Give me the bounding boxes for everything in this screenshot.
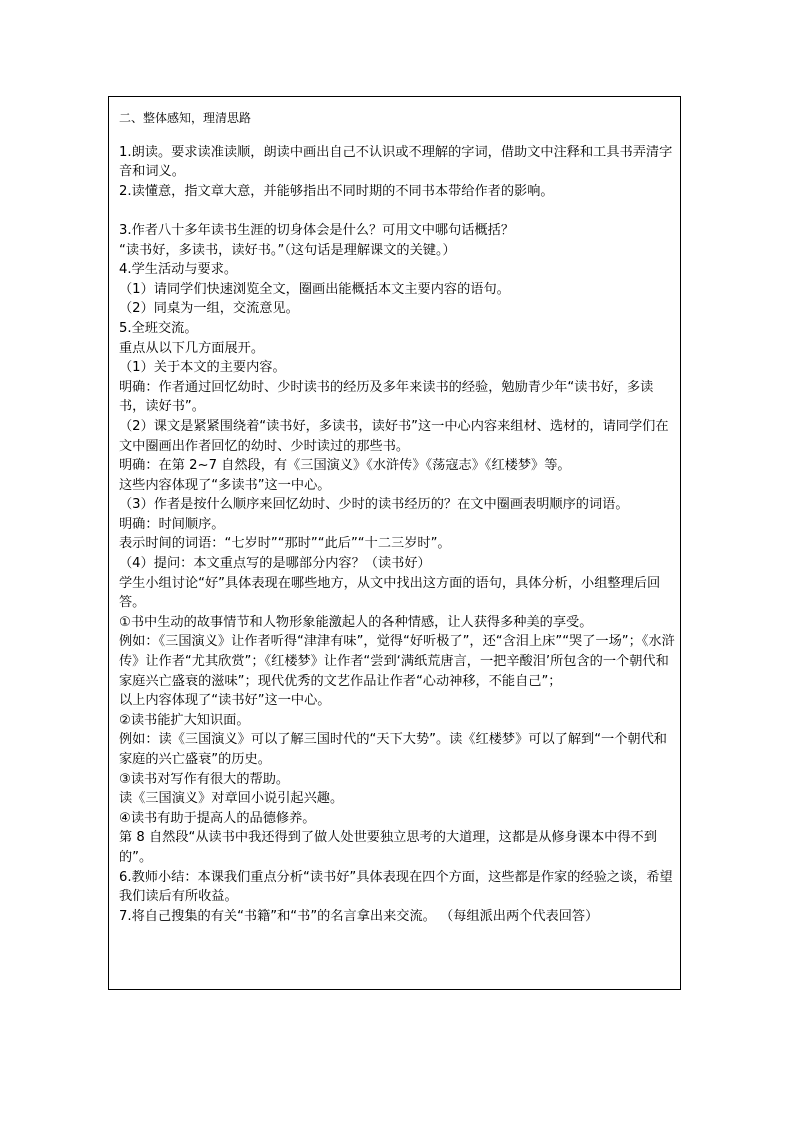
paragraph: 7.将自己搜集的有关“书籍”和“书”的名言拿出来交流。 （每组派出两个代表回答） xyxy=(119,908,599,924)
paragraph-list xyxy=(119,143,677,927)
paragraph: 1.朗读。要求读准读顺，朗读中画出自己不认识或不理解的字词，借助文中注释和工具书弄清字音和词义。 xyxy=(119,144,673,180)
paragraph: （1）关于本文的主要内容。 xyxy=(119,360,286,376)
paragraph: 4.学生活动与要求。 xyxy=(119,262,238,278)
paragraph: “读书好，多读书，读好书。”（这句话是理解课文的关键。） xyxy=(119,242,456,258)
paragraph: 明确：时间顺序。 xyxy=(119,516,225,532)
paragraph: ④读书有助于提高人的品德修养。 xyxy=(119,810,316,826)
paragraph: 6.教师小结：本课我们重点分析“读书好”具体表现在四个方面，这些都是作家的经验之谈，希望我们读后有所收益。 xyxy=(119,869,673,905)
paragraph: （3）作者是按什么顺序来回忆幼时、少时的读书经历的？在文中圈画表明顺序的词语。 xyxy=(119,497,629,513)
lesson-table-cell xyxy=(108,96,681,990)
paragraph: 明确：在第 2~7 自然段，有《三国演义》《水浒传》《荡寇志》《红楼梦》等。 xyxy=(119,458,571,474)
paragraph: 例如：读《三国演义》可以了解三国时代的“天下大势”。读《红楼梦》可以了解到“一个朝代和家庭的兴亡盛衰”的历史。 xyxy=(119,732,667,767)
paragraph: ②读书能扩大知识面。 xyxy=(119,712,250,728)
section-heading: 二、整体感知，理清思路 xyxy=(119,111,252,125)
paragraph: 读《三国演义》对章回小说引起兴趣。 xyxy=(119,791,344,807)
paragraph: 学生小组讨论“好”具体表现在哪些地方，从文中找出这方面的语句，具体分析，小组整理后回答。 xyxy=(119,575,661,611)
paragraph: 3.作者八十多年读书生涯的切身体会是什么？可用文中哪句话概括？ xyxy=(119,222,515,238)
paragraph: 这些内容体现了“多读书”这一中心。 xyxy=(119,477,331,493)
paragraph: 5.全班交流。 xyxy=(119,320,198,336)
paragraph: 明确：作者通过回忆幼时、少时读书的经历及多年来读书的经验，勉励青少年“读书好，多读书，读好书”。 xyxy=(119,379,654,415)
paragraph: （2）同桌为一组，交流意见。 xyxy=(119,301,299,317)
paragraph: （4）提问：本文重点写的是哪部分内容？（读书好） xyxy=(119,556,431,572)
paragraph: 表示时间的词语：“七岁时”“那时”“此后”“十二三岁时”。 xyxy=(119,536,451,552)
paragraph: 例如：《三国演义》让作者听得“津津有味”，觉得“好听极了”，还“含泪上床”“哭了一场”；《水浒传》让作者“尤其欣赏”；《红楼梦》让作者“尝到‘满纸荒唐言，一把辛酸泪’所包含的一个朝代和家庭兴亡盛衰的滋味”；现代优秀的文艺作品让作者“心动神移，不能自己”； xyxy=(119,634,675,689)
paragraph: 重点从以下几方面展开。 xyxy=(119,340,265,356)
paragraph: 以上内容体现了“读书好”这一中心。 xyxy=(119,693,331,709)
paragraph: ①书中生动的故事情节和人物形象能激起人的各种情感，让人获得多种美的享受。 xyxy=(119,614,593,630)
paragraph xyxy=(119,201,677,221)
cell-content xyxy=(119,109,677,926)
paragraph: 2.读懂意，指文章大意，并能够指出不同时期的不同书本带给作者的影响。 xyxy=(119,183,554,199)
paragraph: （2）课文是紧紧围绕着“读书好，多读书，读好书”这一中心内容来组材、选材的，请同学们在文中圈画出作者回忆的幼时、少时读过的那些书。 xyxy=(119,418,669,454)
paragraph: （1）请同学们快速浏览全文，圈画出能概括本文主要内容的语句。 xyxy=(119,281,510,297)
paragraph: ③读书对写作有很大的帮助。 xyxy=(119,771,290,787)
paragraph: 第 8 自然段“从读书中我还得到了做人处世要独立思考的大道理，这都是从修身课本中得不到的”。 xyxy=(119,830,657,865)
